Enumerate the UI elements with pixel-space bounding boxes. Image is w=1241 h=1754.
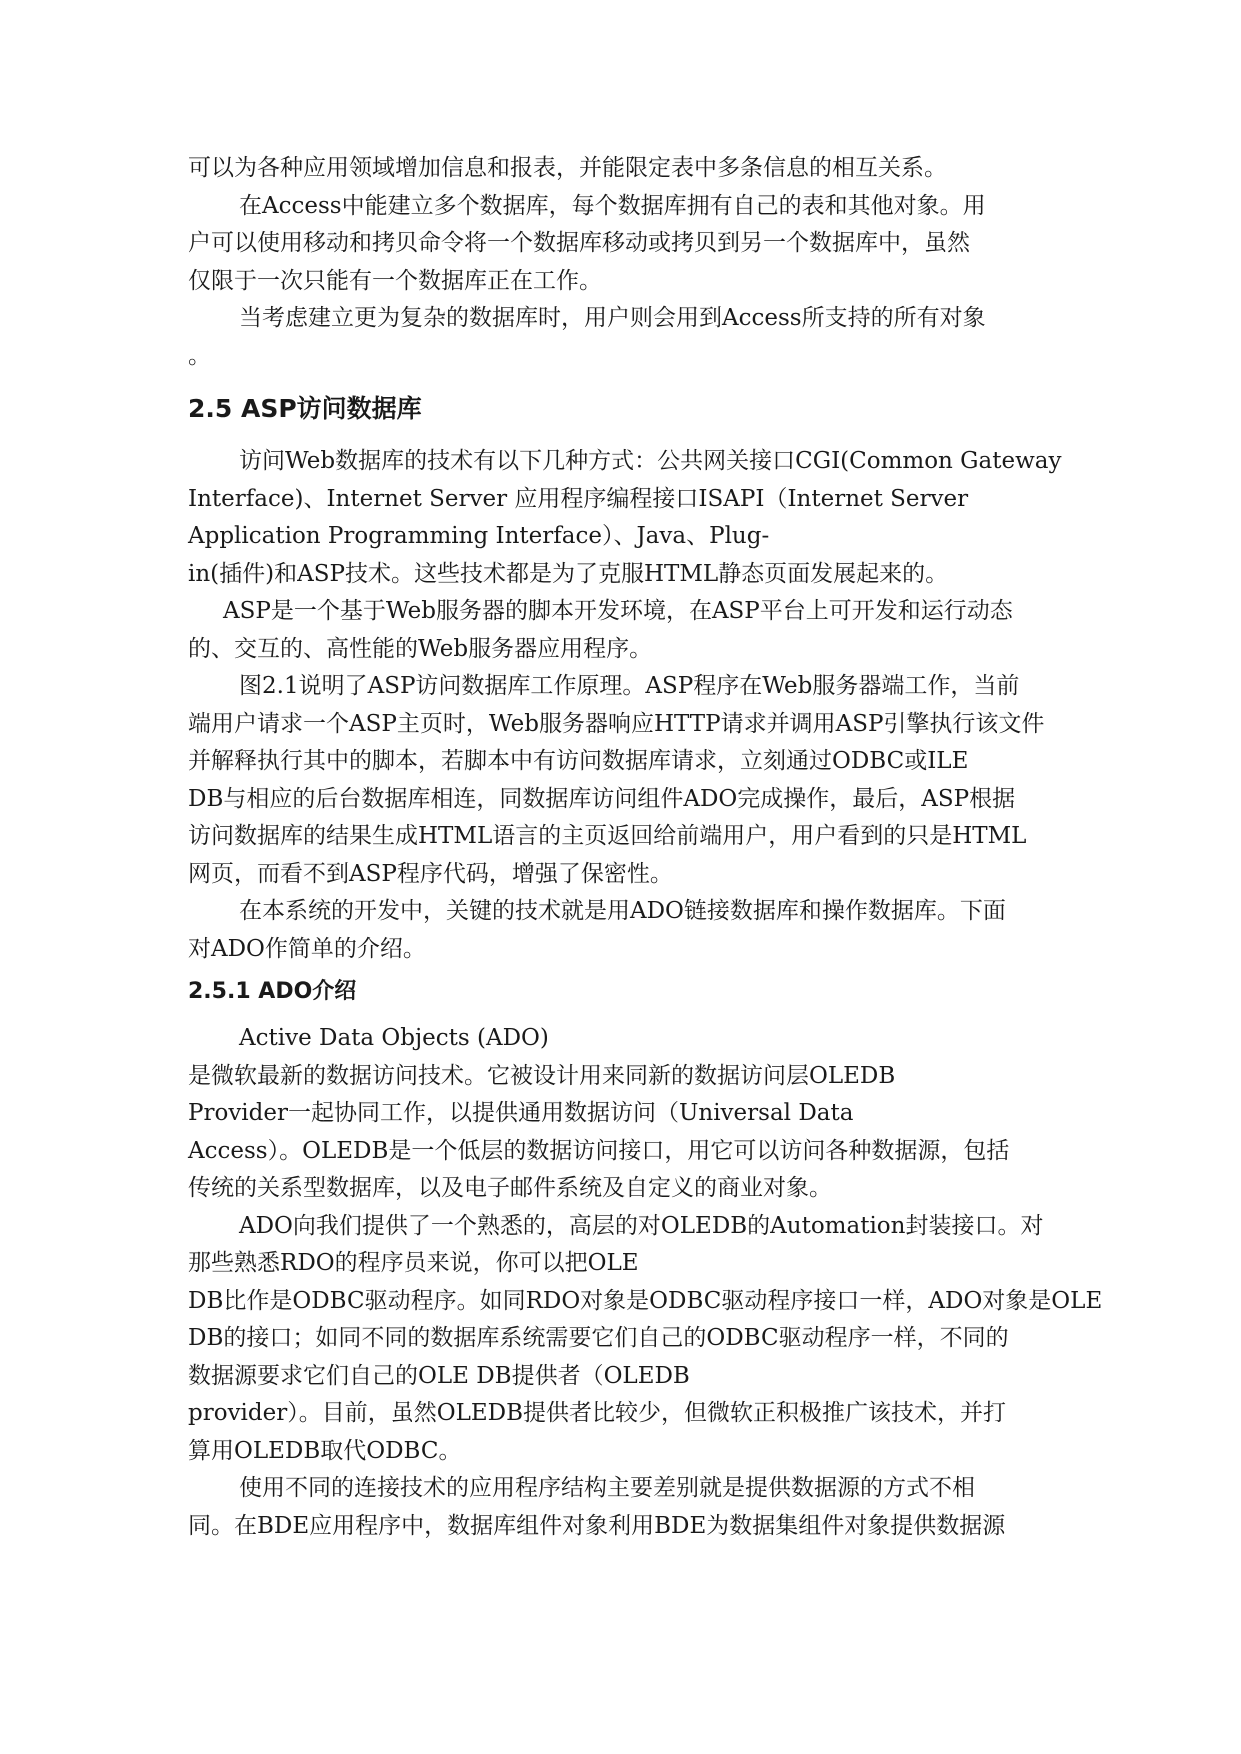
paragraph-line: 的、交互的、高性能的Web服务器应用程序。 — [188, 635, 653, 662]
paragraph-line: 户可以使用移动和拷贝命令将一个数据库移动或拷贝到另一个数据库中，虽然 — [188, 230, 970, 256]
document-page — [188, 150, 1103, 1545]
paragraph-line: Provider一起协同工作，以提供通用数据访问（Universal Data — [188, 1100, 854, 1126]
paragraph-line: 对ADO作简单的介绍。 — [188, 935, 426, 962]
paragraph-line: Access）。OLEDB是一个低层的数据访问接口，用它可以访问各种数据源，包括 — [188, 1137, 1010, 1164]
section-heading-2-5-1: 2.5.1 ADO介绍 — [188, 979, 357, 1004]
paragraph-line: 。 — [188, 342, 211, 369]
paragraph-line: ADO向我们提供了一个熟悉的，高层的对OLEDB的Automation封装接口。对 — [239, 1212, 1044, 1239]
paragraph-line: Interface)、Internet Server 应用程序编程接口ISAPI（Internet Server — [188, 485, 969, 512]
paragraph-line: 仅限于一次只能有一个数据库正在工作。 — [188, 267, 602, 294]
paragraph-line: 那些熟悉RDO的程序员来说，你可以把OLE — [188, 1250, 639, 1276]
section-heading-2-5: 2.5 ASP访问数据库 — [188, 394, 422, 423]
paragraph-line: 访问Web数据库的技术有以下几种方式：公共网关接口CGI(Common Gateway — [239, 448, 1062, 474]
paragraph-line: Active Data Objects (ADO) — [239, 1025, 549, 1051]
paragraph-line: 网页，而看不到ASP程序代码，增强了保密性。 — [188, 860, 673, 887]
paragraph-line: 使用不同的连接技术的应用程序结构主要差别就是提供数据源的方式不相 — [239, 1475, 975, 1501]
paragraph-line: 是微软最新的数据访问技术。它被设计用来同新的数据访问层OLEDB — [188, 1062, 896, 1089]
paragraph-line: DB的接口；如同不同的数据库系统需要它们自己的ODBC驱动程序一样，不同的 — [188, 1325, 1009, 1351]
paragraph-line: 访问数据库的结果生成HTML语言的主页返回给前端用户，用户看到的只是HTML — [188, 823, 1027, 849]
paragraph-line: provider）。目前，虽然OLEDB提供者比较少，但微软正积极推广该技术，并打 — [188, 1400, 1007, 1426]
paragraph-line: 算用OLEDB取代ODBC。 — [188, 1437, 462, 1464]
paragraph-line: in(插件)和ASP技术。这些技术都是为了克服HTML静态页面发展起来的。 — [188, 560, 949, 587]
paragraph-line: 当考虑建立更为复杂的数据库时，用户则会用到Access所支持的所有对象 — [239, 305, 986, 331]
paragraph-line: 图2.1说明了ASP访问数据库工作原理。ASP程序在Web服务器端工作，当前 — [239, 673, 1020, 699]
paragraph-line: 并解释执行其中的脚本，若脚本中有访问数据库请求，立刻通过ODBC或ILE — [188, 748, 969, 774]
paragraph-line: DB比作是ODBC驱动程序。如同RDO对象是ODBC驱动程序接口一样，ADO对象是OLE — [188, 1287, 1103, 1314]
paragraph-line: 在本系统的开发中，关键的技术就是用ADO链接数据库和操作数据库。下面 — [239, 898, 1006, 924]
paragraph-line: 在Access中能建立多个数据库，每个数据库拥有自己的表和其他对象。用 — [239, 192, 986, 219]
paragraph-line: Application Programming Interface）、Java、Plug- — [188, 523, 770, 549]
paragraph-line: DB与相应的后台数据库相连，同数据库访问组件ADO完成操作，最后，ASP根据 — [188, 785, 1016, 812]
paragraph-line: 可以为各种应用领域增加信息和报表，并能限定表中多条信息的相互关系。 — [188, 155, 947, 181]
paragraph-line: 数据源要求它们自己的OLE DB提供者（OLEDB — [188, 1362, 690, 1389]
paragraph-line: ASP是一个基于Web服务器的脚本开发环境，在ASP平台上可开发和运行动态 — [223, 598, 1013, 624]
paragraph-line: 同。在BDE应用程序中，数据库组件对象利用BDE为数据集组件对象提供数据源 — [188, 1512, 1006, 1539]
paragraph-line: 端用户请求一个ASP主页时，Web服务器响应HTTP请求并调用ASP引擎执行该文件 — [188, 710, 1045, 737]
paragraph-line: 传统的关系型数据库，以及电子邮件系统及自定义的商业对象。 — [188, 1175, 832, 1201]
